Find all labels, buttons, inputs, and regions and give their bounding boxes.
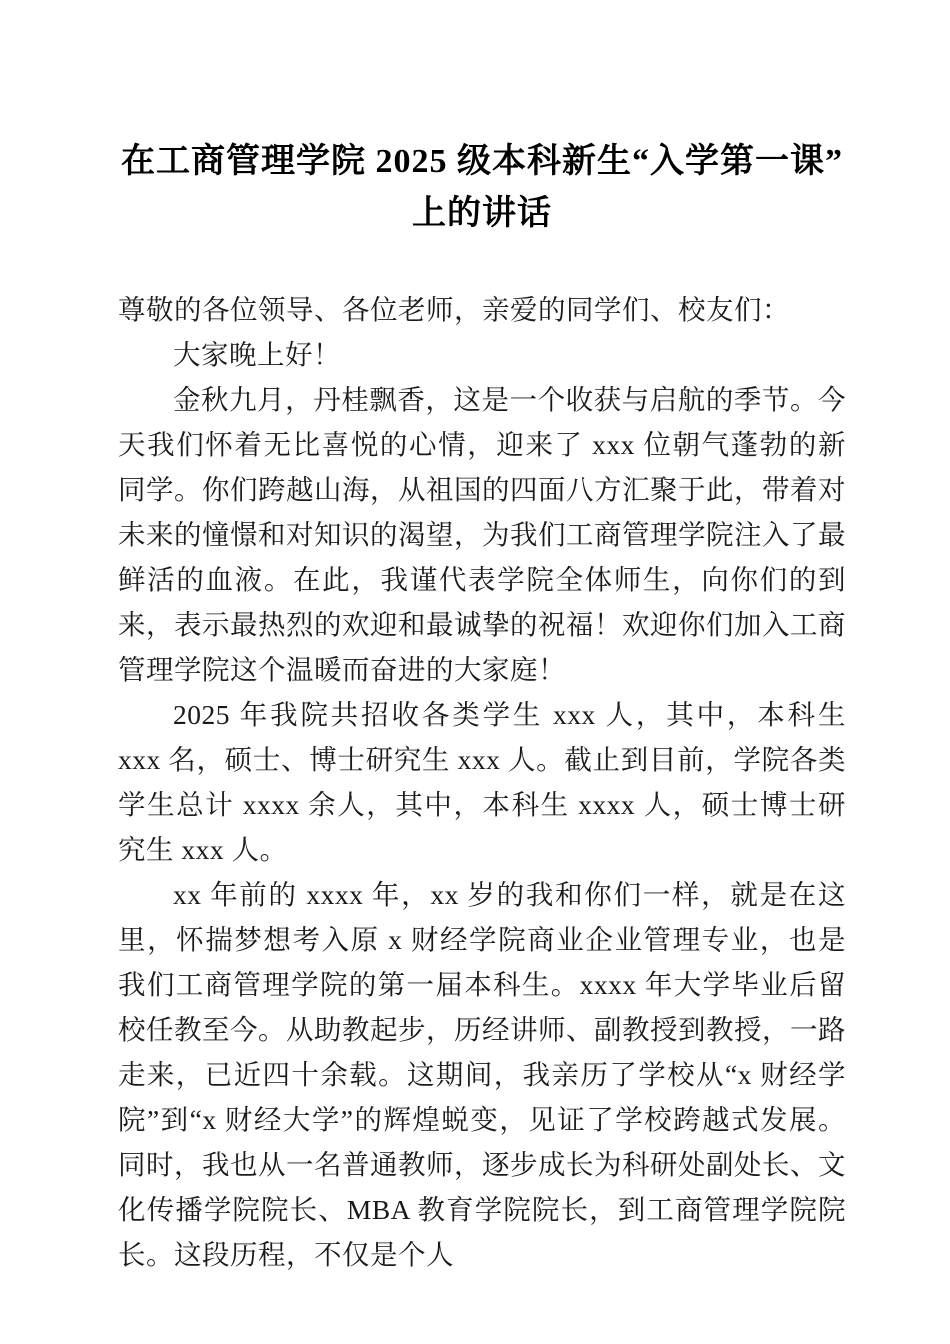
enrollment-stats-paragraph: 2025 年我院共招收各类学生 xxx 人，其中，本科生 xxx 名，硕士、博士研究生 xxx 人。截止到目前，学院各类学生总计 xxxx 余人，其中，本科生 xxxx 人，硕士博士研究生 xxx 人。 [118, 699, 846, 866]
document-title: 在工商管理学院 2025 级本科新生“入学第一课”上的讲话 [121, 143, 843, 232]
personal-history-paragraph: xx 年前的 xxxx 年，xx 岁的我和你们一样，就是在这里，怀揣梦想考入原 x 财经学院商业企业管理专业，也是我们工商管理学院的第一届本科生。xxxx 年大学毕业后留校任教至今。从助教起步，历经讲师、副教授到教授，一路走来，已近四十余载。这期间，我亲历了学校从“x 财经学院”到“x 财经大学”的辉煌蜕变，见证了学校跨越式发展。同时，我也从一名普通教师，逐步成长为科研处副处长、文化传播学院院长、MBA 教育学院院长，到工商管理学院院长。这段历程，不仅是个人 [118, 879, 846, 1271]
document-body [118, 287, 846, 1277]
salutation-paragraph: 尊敬的各位领导、各位老师，亲爱的同学们、校友们： [118, 294, 790, 326]
welcome-paragraph: 金秋九月，丹桂飘香，这是一个收获与启航的季节。今天我们怀着无比喜悦的心情，迎来了 xxx 位朝气蓬勃的新同学。你们跨越山海，从祖国的四面八方汇聚于此，带着对未来的憧憬和对知识的渴望，为我们工商管理学院注入了最鲜活的血液。在此，我谨代表学院全体师生，向你们的到来，表示最热烈的欢迎和最诚挚的祝福！欢迎你们加入工商管理学院这个温暖而奋进的大家庭！ [118, 384, 846, 686]
greeting-paragraph: 大家晚上好！ [173, 339, 341, 371]
